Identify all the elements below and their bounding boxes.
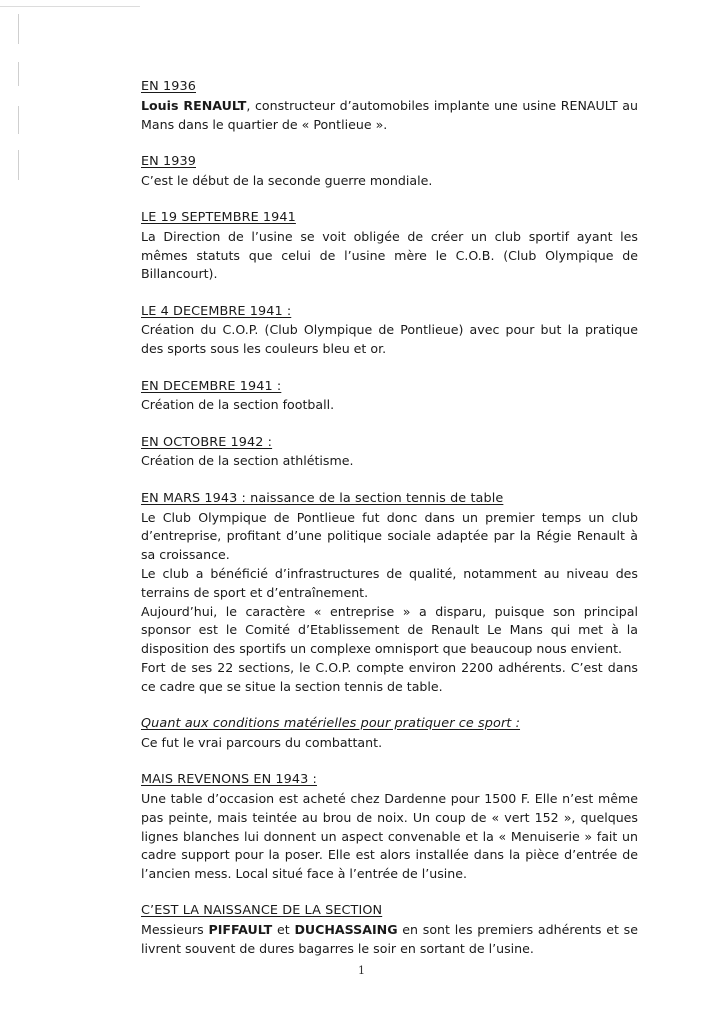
section-heading: LE 19 SEPTEMBRE 1941 bbox=[141, 209, 296, 225]
document-section bbox=[141, 153, 638, 191]
document-section bbox=[141, 490, 638, 697]
paragraph-text: C’est le début de la seconde guerre mondiale. bbox=[141, 172, 433, 188]
paragraph-text: Le Club Olympique de Pontlieue fut donc dans un premier temps un club d’entreprise, profitant d’une politique sociale adaptée par la Régie Renault à sa croissance. bbox=[141, 509, 638, 563]
section-paragraph bbox=[141, 172, 638, 191]
section-heading: EN MARS 1943 : naissance de la section tennis de table bbox=[141, 490, 504, 506]
paragraph-text: Le club a bénéficié d’infrastructures de qualité, notamment au niveau des terrains de sport et d’entraînement. bbox=[141, 565, 638, 600]
document-section bbox=[141, 771, 638, 884]
scan-mark bbox=[18, 150, 19, 180]
paragraph-text: La Direction de l’usine se voit obligée de créer un club sportif ayant les mêmes statuts que celui de l’usine mère le C.O.B. (Club Olympique de Billancourt). bbox=[141, 228, 638, 282]
section-heading: Quant aux conditions matérielles pour pratiquer ce sport : bbox=[141, 716, 521, 732]
section-paragraph bbox=[141, 921, 638, 959]
section-paragraph bbox=[141, 790, 638, 884]
section-paragraph bbox=[141, 452, 638, 471]
document-section bbox=[141, 434, 638, 472]
paragraph-text: Messieurs bbox=[141, 922, 209, 938]
paragraph-text: Fort de ses 22 sections, le C.O.P. compte environ 2200 adhérents. C’est dans ce cadre que se situe la section tennis de table. bbox=[141, 659, 638, 694]
paragraph-text: et bbox=[272, 922, 295, 938]
section-heading: EN 1936 bbox=[141, 79, 196, 94]
section-paragraph bbox=[141, 321, 638, 359]
document-section bbox=[141, 303, 638, 359]
section-heading: EN DECEMBRE 1941 : bbox=[141, 378, 282, 394]
section-heading: MAIS REVENONS EN 1943 : bbox=[141, 772, 317, 788]
scan-left-edge bbox=[0, 0, 28, 1024]
section-paragraph bbox=[141, 565, 638, 603]
bold-name: PIFFAULT bbox=[208, 922, 273, 938]
paragraph-text: en sont les premiers adhérents et se livrent souvent de dures bagarres le soir en sortant de l’usine. bbox=[141, 922, 638, 956]
scan-mark bbox=[18, 106, 19, 134]
paragraph-text: Aujourd’hui, le caractère « entreprise » a disparu, puisque son principal sponsor est le Comité d’Etablissement de Renault Le Mans qui met à la disposition des sportifs un complexe omnisport que beaucoup nous envient. bbox=[141, 603, 638, 657]
document-section bbox=[141, 378, 638, 416]
section-paragraph bbox=[141, 509, 638, 565]
paragraph-text: Une table d’occasion est acheté chez Dardenne pour 1500 F. Elle n’est même pas peinte, mais teintée au brou de noix. Un coup de « vert 152 », quelques lignes blanches lui donnent un aspect convenable et la « Menuiserie » fait un cadre support pour la poser. Elle est alors installée dans la pièce d’entrée de l’ancien mess. Local situé face à l’entrée de l’usine. bbox=[141, 790, 638, 882]
section-heading: EN OCTOBRE 1942 : bbox=[141, 434, 273, 450]
section-paragraph bbox=[141, 734, 638, 753]
paragraph-text: Ce fut le vrai parcours du combattant. bbox=[141, 734, 383, 750]
section-paragraph bbox=[141, 659, 638, 697]
bold-name: Louis RENAULT bbox=[141, 97, 247, 113]
paragraph-text: Création de la section athlétisme. bbox=[141, 453, 354, 469]
document-section bbox=[141, 78, 638, 134]
paragraph-text: Création de la section football. bbox=[141, 397, 335, 413]
document-section bbox=[141, 715, 638, 753]
section-paragraph bbox=[141, 603, 638, 659]
page-number: 1 bbox=[358, 964, 365, 977]
section-heading: EN 1939 bbox=[141, 153, 196, 169]
section-paragraph bbox=[141, 228, 638, 284]
paragraph-text: , constructeur d’automobiles implante une usine RENAULT au Mans dans le quartier de « Pontlieue ». bbox=[141, 97, 638, 132]
document-section bbox=[141, 209, 638, 284]
document-section bbox=[141, 902, 638, 958]
section-heading: LE 4 DECEMBRE 1941 : bbox=[141, 303, 292, 319]
scan-mark bbox=[18, 14, 19, 44]
document-body bbox=[141, 78, 638, 977]
section-paragraph bbox=[141, 97, 638, 135]
paragraph-text: Création du C.O.P. (Club Olympique de Pontlieue) avec pour but la pratique des sports sous les couleurs bleu et or. bbox=[141, 322, 638, 357]
scan-mark bbox=[18, 62, 19, 86]
section-paragraph bbox=[141, 396, 638, 415]
bold-name: DUCHASSAING bbox=[294, 922, 398, 938]
section-heading: C’EST LA NAISSANCE DE LA SECTION bbox=[141, 903, 383, 919]
